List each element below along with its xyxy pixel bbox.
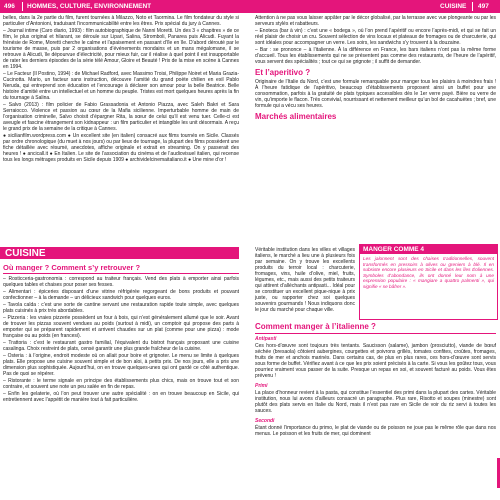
comment-manger-section: [255, 322, 496, 438]
right-column-text: [255, 15, 496, 123]
left-lower-column: [3, 276, 239, 404]
paragraph: – Ristorante : le terme signale en principe des établissements plus chics, mais on trouve tout et son contraire, et souvent une note un peu salée en fin de repas.: [3, 378, 239, 390]
paragraph: – Journal intime (Caro diario, 1993) : film autobiographique de Nanni Moretti. Un des 3 « chapitres » de ce film, le plus original et hilarant, se déroule sur Lipari, Salina, Stromboli, Panarea puis Alicudi. Fuyant la frénésie de Rome, Moretti cherche le calme et l’apaisement en passant d’île en île. D’abord dérouté par le tourisme de masse, puis par 2 organisations d’événements mondains et un mans mégalomane, il se retrouve à Alicudi, île dépourvue d’électricité, pour mieux fuir, car il réalise à quel point il est insupportable de rater les derniers épisodes de la série télé Amour, Gloire et Beauté ! Prix de la mise en scène à Cannes en 1994.: [3, 28, 239, 70]
left-running-title: HOMMES, CULTURE, ENVIRONNEMENT: [27, 3, 152, 10]
paragraph: – Trattoria : c’est le restaurant gastro familial, l’équivalent du bistrot français proposant une cuisine casalinga. Choix restreint de plats, censé garantir une plus grande fraîcheur de la cuisine.: [3, 340, 239, 352]
manger-comme-4-box: [359, 244, 498, 320]
right-page-number: 497: [478, 3, 489, 10]
ou-manger-heading: Où manger ? Comment s’y retrouver ?: [3, 263, 141, 272]
aperitivo-heading: Et l’aperitivo ?: [255, 68, 311, 77]
secondi-paragraph: Étant donné l’importance du primo, le plat de viande ou de poisson ne joue pas le même rôle que dans nos menus. Le poisson et les fruits de mer, qui dominent: [255, 425, 496, 437]
paragraph: – Osteria : à l’origine, endroit modeste où on allait pour boire et grignoter. Le menu se limite à quelques plats. Elle propose une cuisine souvent simple et de bon aloi, à petits prix. De nos jours, elle a pris une dimension plus sophistiquée. Aujourd’hui, on en trouve quelques-unes qui ont gardé ce côté authentique. Pas de quoi se répérer.: [3, 353, 239, 377]
paragraph: Attention à ne pas vous laisser appâter par le décor globalisé, par la terrasse avec vue plongeante ou par les serveurs stylés et rabatteurs.: [255, 15, 496, 27]
paragraph: belles, dans la 2e partie du film, furent tournées à Milazzo, Noto et Taormina. Le film fondateur du style si particulier d’Antonioni, traduisant l’incommunicabilité entre les êtres. Prix spécial du jury à Cannes.: [3, 15, 239, 27]
cuisine-section-band: [0, 247, 239, 259]
paragraph: – Rosticceria-gastronomia : correspond au traiteur français. Vend des plats à emporter ainsi parfois quelques tables et chaises pour poser ses fesses.: [3, 276, 239, 288]
left-page-number: 496: [4, 3, 15, 10]
aperitivo-paragraph: Originaire de l’Italie du Nord, c’est une formule remarquable pour manger tous les plaisirs à moindres frais ! À l’heure fatidique de l’apéritivo, beaucoup d’établissements proposent ainsi un buffet pour une consommation, parfois à la gratuité de plats typiques accessibles dès le 1er verre payé. Bière ou verre de vin, qu’importe le flacon. Très convivial, nourrissant et nettement meilleur qu’un bol de cacahuètes ; bref, une formule qui a vécu ses heures.: [255, 79, 496, 109]
box-title: MANGER COMME 4: [360, 245, 497, 254]
page-header: [0, 0, 500, 13]
comment-manger-heading: Comment manger à l’italienne ?: [255, 322, 376, 331]
antipasti-paragraph: Ces hors-d’œuvre sont toujours très tentants. Saucisson (salame), jambon (prosciutto), viande de bœuf séchée (bresaola) côtoient aubergines, courgettes et poivrons grillés, tomates confites, croûtes, fromages, fruits de mer et anchois marinés. Dans certains cas, de plus en plus rares, ces hors-d’œuvre sont servis sous forme de buffet. Vérifiez avant à ce que les prix soient précisés à la carte. Si vous les goûtez tous, vous pourriez vraiment vous passer de la suite. Presque un repas en soi, et souvent facturé au poids. Vous êtes prévenu !: [255, 343, 496, 379]
paragraph: – Alimentari : épiceries disposant d’une vitrine réfrigérée regorgeant de bons produits et pouvant confectionner – à la demande – un délicieux sandwich pour quelques euros.: [3, 289, 239, 301]
paragraph: – Tavola calda : c’est une sorte de cantine servant une restauration rapide toute simple, avec quelques plats cuisinés à prix très abordables.: [3, 302, 239, 314]
heading-underline: [3, 273, 239, 274]
cuisine-section-title: CUISINE: [5, 248, 46, 259]
paragraph: – Salvo (2013) : film policier de Fabio Grassadonia et Antonio Piazza, avec Saleh Bakri et Sara Serraiocco. Violence et passion au cœur de la Mafia sicilienne. Imperturbable homme de main de l’organisation criminelle, Salvo choisit d’épargner Rita, la sœur de celui qu’il est venu tuer. Celle-ci est aveugle et fascine étrangement son kidnappeur : un film particulier et intangible les unit désormais. A reçu le grand prix de la semaine de la critique à Cannes.: [3, 102, 239, 132]
antipasti-label: Antipasti: [255, 336, 277, 342]
paragraph: – Le Facteur (Il Postino, 1994) : de Michael Radford, avec Massimo Troisi, Philippe Noiret et Maria Grazia-Cucinotta. Mario, un facteur sans instruction, découvre l’amitié du grand poète chilien en exil Pablo Neruda, qui entreprend son éducation et l’encourage à déclarer son amour pour la belle Beatrice. Belle histoire d’amitié entre un intellectuel et un homme du peuple. Tristes est mort quelques heures après la fin du tournage à Salina.: [3, 71, 239, 101]
primi-label: Primi: [255, 383, 268, 389]
paragraph: – Pizzeria : les vraies pizzerie possèdent un four à bois, qui n’est généralement allumé que le soir. Avant de trouver les pizzas souvent vendues au poids (surtout à midi), un comptoir qui propose des parts à emporter qui se préparent rapidement et arrivent chaudes sur un plat (comme pour une pizza) : mode française ou au poids (en francesi).: [3, 315, 239, 339]
paragraph: – Bar : se prononce – à l’italienne. À la différence en France, les bars italiens n’ont pas la même forme d’accueil. Tous les établissements qui ne se présentent pas comme des restaurants, de l’heure de l’apéritif, vous servent des spécialités ; tout ce qui se grignote ; il suffit de demander.: [255, 47, 496, 65]
heading-underline: [255, 333, 496, 334]
paragraph: – Enfin les gelaterie, où l’on peut trouver une autre spécialité : on en trouve beaucoup en Sicile, qui entretiennent avec l’appétit de manière tout à fait particulière.: [3, 391, 239, 403]
paragraph: – Enoteca (bar à vin) : c’est une « bodega », où l’on prend l’apéritif ou encore l’après-midi, et qui se fait un réel plaisir de choisir un cru. Souvent sélection de vins locaux et plateaux de fromages ou de charcuterie, qui sont idéales pour accompagner un verre. Les soirs, les sandwichs s’y trouvent à la douzaine.: [255, 28, 496, 46]
paragraph: ● sicilianfilm.wordpress.com ● Un excellent site (en italien) consacré aux films tournés en Sicile. Classés par ordre chronologique (du muet à nos jours) ou par lieux de tournage, la plupart des films possèdent une fiche détaillée avec résumé, anecdotes, affiche originale et extrait en streaming. On y passerait des heures ! ● ancicall.it ● En Italien. Le site de l’association du cinéma et de l’audiovisuel italien, qui recense tous les longs métrages produits en Sicile depuis 1909 ● archividelcinemaitaliano.it ● Une mine d’or !: [3, 133, 239, 163]
left-column-film-text: [3, 15, 239, 164]
box-text: Les jalonnent sont des chaises traditionnelles, souvent transformés en pressoirs à olives ou greniers à blé. Il en subsiste encore plusieurs en Sicile et dans les îles Éoliennes. Symboles d’abondance, ils ont donné leur nom à une expression populaire : « mangiare a quattro palmenti », qui signifie « se bâfrer ».: [363, 256, 494, 289]
marches-paragraph: Véritable institution dans les villes et villages italiens, le marché a lieu une à plusieurs fois par semaine. On y trouve les excellents produits du terroir local : charcuterie, fromages, vins, huile d’olive, miel, fruits, légumes, etc., mais aussi des petits traiteurs qui attirent d’alléchants antipasti... Idéal pour se constituer un excellent pique-nique à prix juste, ou rapporter chez soi quelques souvenirs gourmands ! Nous indiquons donc le jour du marché pour chaque ville.: [255, 247, 355, 313]
primi-paragraph: La place d’honneur revient à la pasta, qui constitue l’essentiel des primi dans la plupart des cartes. Véritable institution, nous lui avons d’ailleurs consacré un paragraphe. Plus rare, Risotto et soupes (minestre) sont plutôt des plats servis en Italie du Nord, mais il n’est pas rare en Sicile de voir du riz servi à toutes les sauces.: [255, 390, 496, 414]
secondi-label: Secondi: [255, 418, 275, 424]
right-running-title: CUISINE: [440, 3, 467, 10]
marches-heading: Marchés alimentaires: [255, 112, 337, 121]
